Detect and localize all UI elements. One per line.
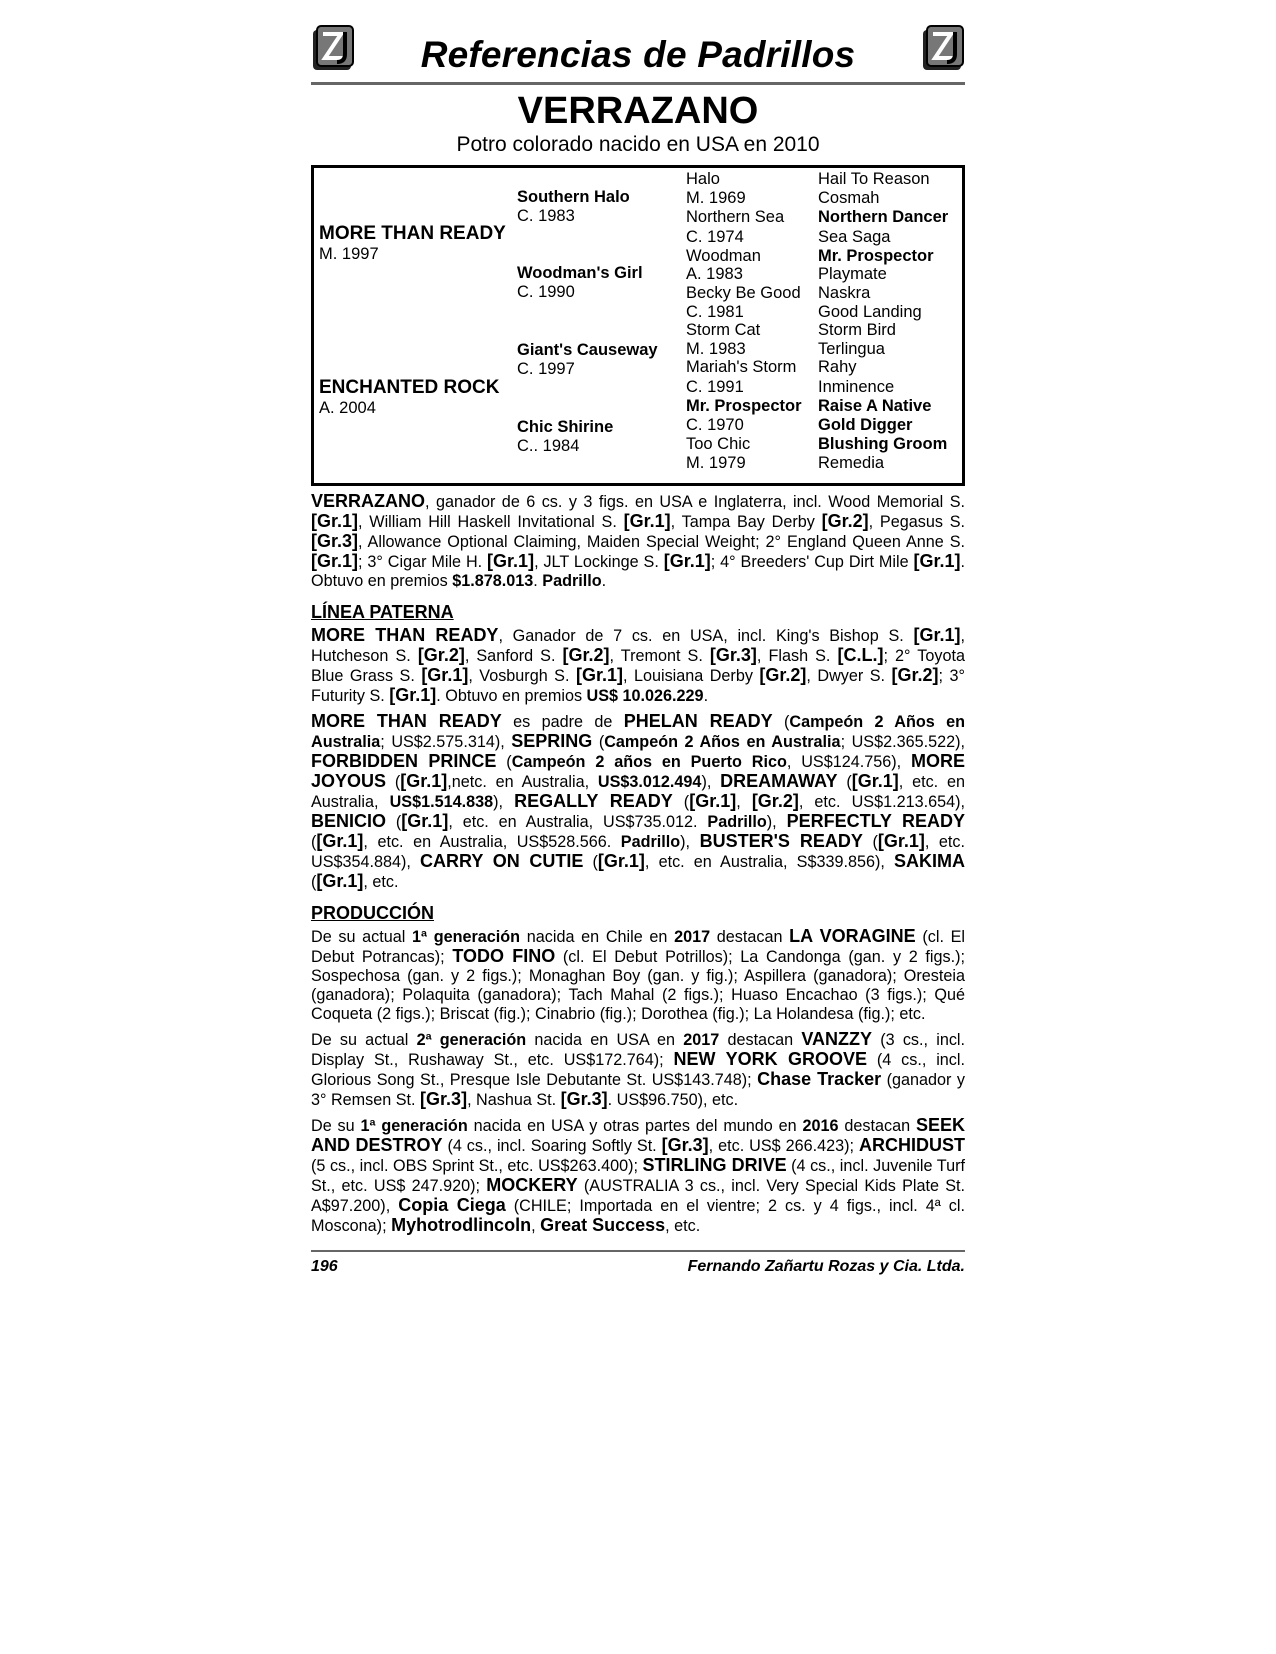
- pedigree-gen4: Naskra: [818, 284, 871, 302]
- pedigree-gen2-info: C. 1997: [517, 360, 575, 378]
- pedigree-gen3-info: C. 1991: [686, 378, 744, 396]
- dam-name: ENCHANTED ROCK: [319, 377, 500, 398]
- pedigree-gen4: Remedia: [818, 454, 885, 472]
- pedigree-gen3-info: M. 1979: [686, 454, 746, 472]
- pedigree-gen2-info: C. 1990: [517, 283, 575, 301]
- document-page: [311, 20, 965, 1276]
- pedigree-gen3-info: C. 1981: [686, 303, 744, 321]
- pedigree-gen4: Northern Dancer: [818, 208, 949, 226]
- pedigree-gen2-name: Woodman's Girl: [517, 264, 643, 282]
- page-header: [311, 20, 965, 82]
- pedigree-gen3-name: Woodman: [686, 247, 761, 265]
- pedigree-gen3-name: Halo: [686, 170, 720, 188]
- pedigree-gen4: Hail To Reason: [818, 170, 930, 188]
- pedigree-gen3-name: Too Chic: [686, 435, 751, 453]
- pedigree-gen2-info: C.. 1984: [517, 437, 580, 455]
- pedigree-table: [311, 165, 965, 486]
- dam-info: A. 2004: [319, 399, 376, 417]
- pedigree-gen3-info: C. 1974: [686, 228, 744, 246]
- section-heading-produccion: PRODUCCIÓN: [311, 903, 435, 923]
- pedigree-gen2-name: Giant's Causeway: [517, 341, 658, 359]
- header-rule: [311, 82, 965, 85]
- pedigree-gen4: Storm Bird: [818, 321, 896, 339]
- pedigree-gen3-info: M. 1969: [686, 189, 746, 207]
- pedigree-gen4: Playmate: [818, 265, 887, 283]
- production-chile: De su actual 1ª generación nacida en Chile en 2017 destacan LA VORAGINE (cl. El Debut Potrancas); TODO FINO (cl. El Debut Potrillos); La Candonga (gan. y 2 figs.); Sospechosa (gan. y 2 figs.); Monaghan Boy (gan. y fig.); Aspillera (ganadora); Oresteia (ganadora); Polaquita (ganadora); Tach Mahal (2 figs.); Huaso Encachao (3 figs.); Qué Coqueta (2 figs.); Briscat (fig.); Cinabrio (fig.); Dorothea (fig.); La Holandesa (fig.); etc.: [311, 926, 966, 1023]
- pedigree-gen4: Raise A Native: [818, 397, 932, 415]
- pedigree-gen2-name: Chic Shirine: [517, 418, 614, 436]
- pedigree-gen4: Rahy: [818, 358, 857, 376]
- sire-info: M. 1997: [319, 245, 379, 263]
- pedigree-gen3-info: C. 1970: [686, 416, 744, 434]
- page-number: 196: [311, 1258, 338, 1275]
- pedigree-gen3-name: Becky Be Good: [686, 284, 801, 302]
- pedigree-gen2-name: Southern Halo: [517, 188, 630, 206]
- sire-name: MORE THAN READY: [319, 223, 506, 244]
- logo-icon: [921, 24, 965, 72]
- body-text: [311, 492, 965, 1236]
- pedigree-gen4: Sea Saga: [818, 228, 891, 246]
- horse-subtitle: Potro colorado nacido en USA en 2010: [456, 133, 820, 156]
- pedigree-gen4: Gold Digger: [818, 416, 913, 434]
- pedigree-gen3-name: Storm Cat: [686, 321, 761, 339]
- horse-summary: VERRAZANO, ganador de 6 cs. y 3 figs. en USA e Inglaterra, incl. Wood Memorial S. [Gr.1], William Hill Haskell Invitational S. [Gr.1], Tampa Bay Derby [Gr.2], Pegasus S. [Gr.3], Allowance Optional Claiming, Maiden Special Weight; 2° England Queen Anne S. [Gr.1]; 3° Cigar Mile H. [Gr.1], JLT Lockinge S. [Gr.1]; 4° Breeders' Cup Dirt Mile [Gr.1]. Obtuvo en premios $1.878.013. Padrillo.: [311, 491, 965, 590]
- pedigree-gen4: Inminence: [818, 378, 895, 396]
- pedigree-gen4: Terlingua: [818, 340, 885, 358]
- pedigree-gen4: Cosmah: [818, 189, 880, 207]
- pedigree-gen2-info: C. 1983: [517, 207, 575, 225]
- pedigree-gen3-name: Mariah's Storm: [686, 358, 797, 376]
- production-usa-2nd: De su actual 2ª generación nacida en USA en 2017 destacan VANZZY (3 cs., incl. Display St., Rushaway St., etc. US$172.764); NEW YORK GROOVE (4 cs., incl. Glorious Song St., Presque Isle Debutante St. US$143.748); Chase Tracker (ganador y 3° Remsen St. [Gr.3], Nashua St. [Gr.3]. US$96.750), etc.: [311, 1029, 966, 1109]
- page-title: Referencias de Padrillos: [420, 34, 856, 75]
- pedigree-gen3-info: M. 1983: [686, 340, 746, 358]
- pedigree-gen4: Blushing Groom: [818, 435, 948, 453]
- horse-name: VERRAZANO: [517, 90, 759, 132]
- page-footer: [311, 1250, 965, 1276]
- pedigree-gen3-name: Northern Sea: [686, 208, 785, 226]
- pedigree-gen3-name: Mr. Prospector: [686, 397, 802, 415]
- sire-summary: MORE THAN READY, Ganador de 7 cs. en USA, incl. King's Bishop S. [Gr.1], Hutcheson S. [Gr.2], Sanford S. [Gr.2], Tremont S. [Gr.3], Flash S. [C.L.]; 2° Toyota Blue Grass S. [Gr.1], Vosburgh S. [Gr.1], Louisiana Derby [Gr.2], Dwyer S. [Gr.2]; 3° Futurity S. [Gr.1]. Obtuvo en premios US$ 10.026.229.: [311, 625, 965, 705]
- footer-company: Fernando Zañartu Rozas y Cia. Ltda.: [687, 1258, 965, 1275]
- pedigree-gen3-info: A. 1983: [686, 265, 743, 283]
- pedigree-gen4: Good Landing: [818, 303, 922, 321]
- section-heading-linea-paterna: LÍNEA PATERNA: [311, 602, 454, 622]
- production-usa-1st: De su 1ª generación nacida en USA y otras partes del mundo en 2016 destacan SEEK AND DESTROY (4 cs., incl. Soaring Softly St. [Gr.3], etc. US$ 266.423); ARCHIDUST (5 cs., incl. OBS Sprint St., etc. US$263.400); STIRLING DRIVE (4 cs., incl. Juvenile Turf St., etc. US$ 247.920); MOCKERY (AUSTRALIA 3 cs., incl. Very Special Kids Plate St. A$97.200), Copia Ciega (CHILE; Importada en el vientre; 2 cs. y 4 figs., incl. 4ª cl. Moscona); Myhotrodlincoln, Great Success, etc.: [311, 1115, 966, 1235]
- sire-progeny: MORE THAN READY es padre de PHELAN READY (Campeón 2 Años en Australia; US$2.575.314), SEPRING (Campeón 2 Años en Australia; US$2.365.522), FORBIDDEN PRINCE (Campeón 2 años en Puerto Rico, US$124.756), MORE JOYOUS ([Gr.1],netc. en Australia, US$3.012.494), DREAMAWAY ([Gr.1], etc. en Australia, US$1.514.838), REGALLY READY ([Gr.1], [Gr.2], etc. US$1.213.654), BENICIO ([Gr.1], etc. en Australia, US$735.012. Padrillo), PERFECTLY READY ([Gr.1], etc. en Australia, US$528.566. Padrillo), BUSTER'S READY ([Gr.1], etc. US$354.884), CARRY ON CUTIE ([Gr.1], etc. en Australia, S$339.856), SAKIMA ([Gr.1], etc.: [311, 711, 966, 891]
- pedigree-gen4: Mr. Prospector: [818, 247, 934, 265]
